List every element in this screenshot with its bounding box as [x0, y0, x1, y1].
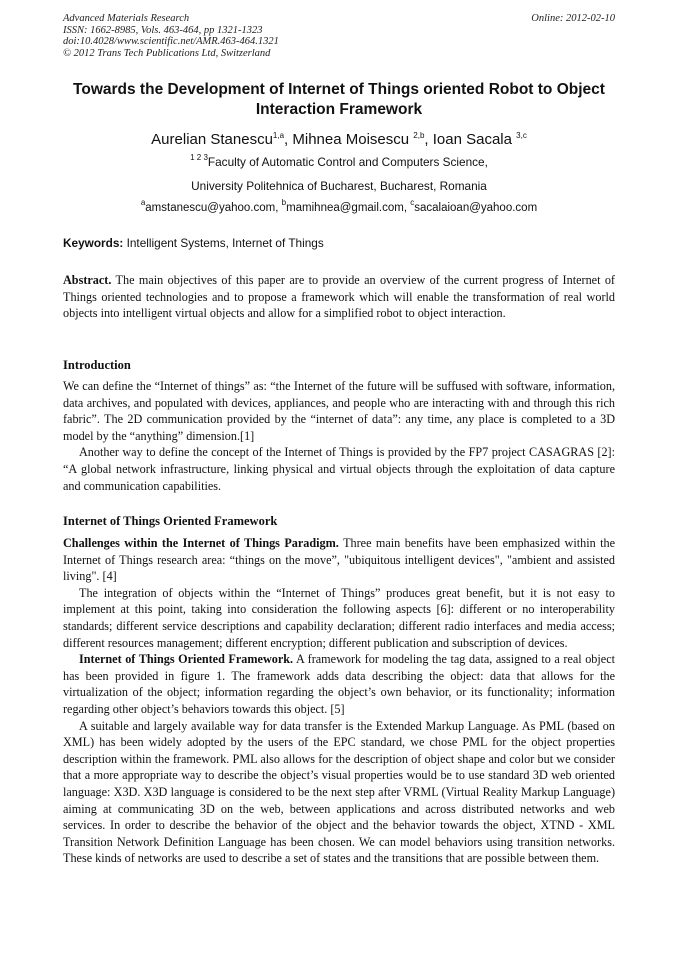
- author-marker: 3,c: [516, 131, 527, 140]
- author-separator: ,: [424, 131, 433, 148]
- author-name: Aurelian Stanescu: [151, 131, 273, 148]
- iot-framework-text: A framework for modeling the tag data, assigned to a real object has been provided in figure 1. The framework adds data describing the object: data that allows for the virtualization of the object; information regarding the object’s own behavior, or its functionality; information regarding other object’s behaviors towards this object. [5]: [63, 652, 615, 716]
- email-address: mamihnea@gmail.com: [286, 202, 404, 214]
- challenges-label: Challenges within the Internet of Things Paradigm.: [63, 536, 339, 550]
- email-address: amstanescu@yahoo.com: [145, 202, 276, 214]
- email-marker: b: [281, 198, 287, 207]
- framework-body: [63, 535, 615, 867]
- introduction-body: [63, 378, 615, 494]
- email-marker: c: [410, 198, 415, 207]
- integration-paragraph: The integration of objects within the “Internet of Things” produces great benefit, but it is not easy to implement at this point, taking into consideration the following aspects [6]: different or no interoperability standards; different service descriptions and capability declaration; different radio interfaces and media access; different resources management; different encryption; different publication and subscription of devices.: [63, 585, 615, 650]
- challenges-paragraph: [63, 535, 615, 585]
- keywords-text: Intelligent Systems, Internet of Things: [123, 236, 324, 250]
- affiliation-line-1: [63, 155, 615, 169]
- introduction-paragraph-2: Another way to define the concept of the Internet of Things is provided by the FP7 project CASAGRAS [2]: “A global network infrastructure, linking physical and virtual objects through the exploitation of data capture and communication capabilities.: [63, 445, 615, 493]
- keywords: [63, 236, 615, 250]
- introduction-paragraph-1: We can define the “Internet of things” as: “the Internet of the future will be suffused with software, information, data archives, and populated with devices, appliances, and people who are interacting with and through this rich fabric”. The 2D communication provided by the “internet of data”: any time, any place is completed to a 3D model by the “anything” dimension.[1]: [63, 379, 615, 443]
- email-marker: a: [140, 198, 146, 207]
- doi-line: doi:10.4028/www.scientific.net/AMR.463-464.1321: [63, 36, 279, 47]
- abstract-text: The main objectives of this paper are to provide an overview of the current progress of Internet of Things oriented technologies and to propose a framework which will enable the transformation of real world objects into intelligent virtual objects and allow for a simplified robot to object interaction.: [63, 273, 615, 321]
- author-name: Ioan Sacala: [432, 131, 517, 148]
- introduction-heading: Introduction: [63, 358, 131, 372]
- keywords-label: Keywords:: [63, 236, 124, 250]
- challenges-text: Three main benefits have been emphasized within the Internet of Things research area: “things on the move”, "ubiquitous intelligent devices", "ambient and assisted living". [4]: [63, 536, 615, 584]
- pml-paragraph: A suitable and largely available way for data transfer is the Extended Markup Language. As PML (based on XML) has been widely adopted by the users of the EPC standard, we chose PML for the object properties description within the framework. PML also allows for the description of object shape and color but we consider that a more appropriate way to describe the object’s visual properties would be to use standard 3D web oriented language: X3D. X3D language is considered to be the next step after VRML (Virtual Reality Markup Language) aiming at communicating 3D on the web, between applications and across distributed networks and web services. In order to describe the behavior of the object and the behavior towards the object, XTND - XML Transition Network Definition Language has been chosen. We can model behaviors using transition networks. These kinds of networks are used to describe a set of states and the transitions that are possible between them.: [63, 718, 615, 866]
- affiliation-line-2: University Politehnica of Bucharest, Bucharest, Romania: [191, 179, 487, 193]
- issn-line: ISSN: 1662-8985, Vols. 463-464, pp 1321-1323: [63, 24, 263, 36]
- paper-title: Towards the Development of Internet of Things oriented Robot to Object Interaction Framework: [73, 81, 605, 118]
- journal-header: [63, 13, 615, 59]
- iot-framework-label: Internet of Things Oriented Framework.: [79, 652, 294, 667]
- author-marker: 2,b: [413, 131, 425, 140]
- online-date: Online: 2012-02-10: [531, 13, 615, 24]
- author-list: [63, 130, 615, 150]
- email-address: sacalaioan@yahoo.com: [414, 202, 538, 214]
- author-separator: ,: [284, 131, 293, 148]
- abstract-label: Abstract.: [63, 273, 112, 287]
- iot-framework-paragraph: [63, 651, 615, 717]
- author-name: Mihnea Moisescu: [292, 131, 414, 148]
- email-separator: ,: [403, 202, 411, 214]
- email-list: [63, 198, 615, 215]
- email-separator: ,: [275, 202, 282, 214]
- author-marker: 1,a: [272, 131, 285, 140]
- framework-heading: Internet of Things Oriented Framework: [63, 514, 278, 528]
- affiliation-marker: 1 2 3: [190, 153, 208, 162]
- abstract: [63, 272, 615, 322]
- copyright-line: © 2012 Trans Tech Publications Ltd, Switzerland: [63, 47, 271, 59]
- journal-name: Advanced Materials Research: [63, 13, 190, 24]
- affiliation-faculty: Faculty of Automatic Control and Computers Science,: [207, 155, 488, 169]
